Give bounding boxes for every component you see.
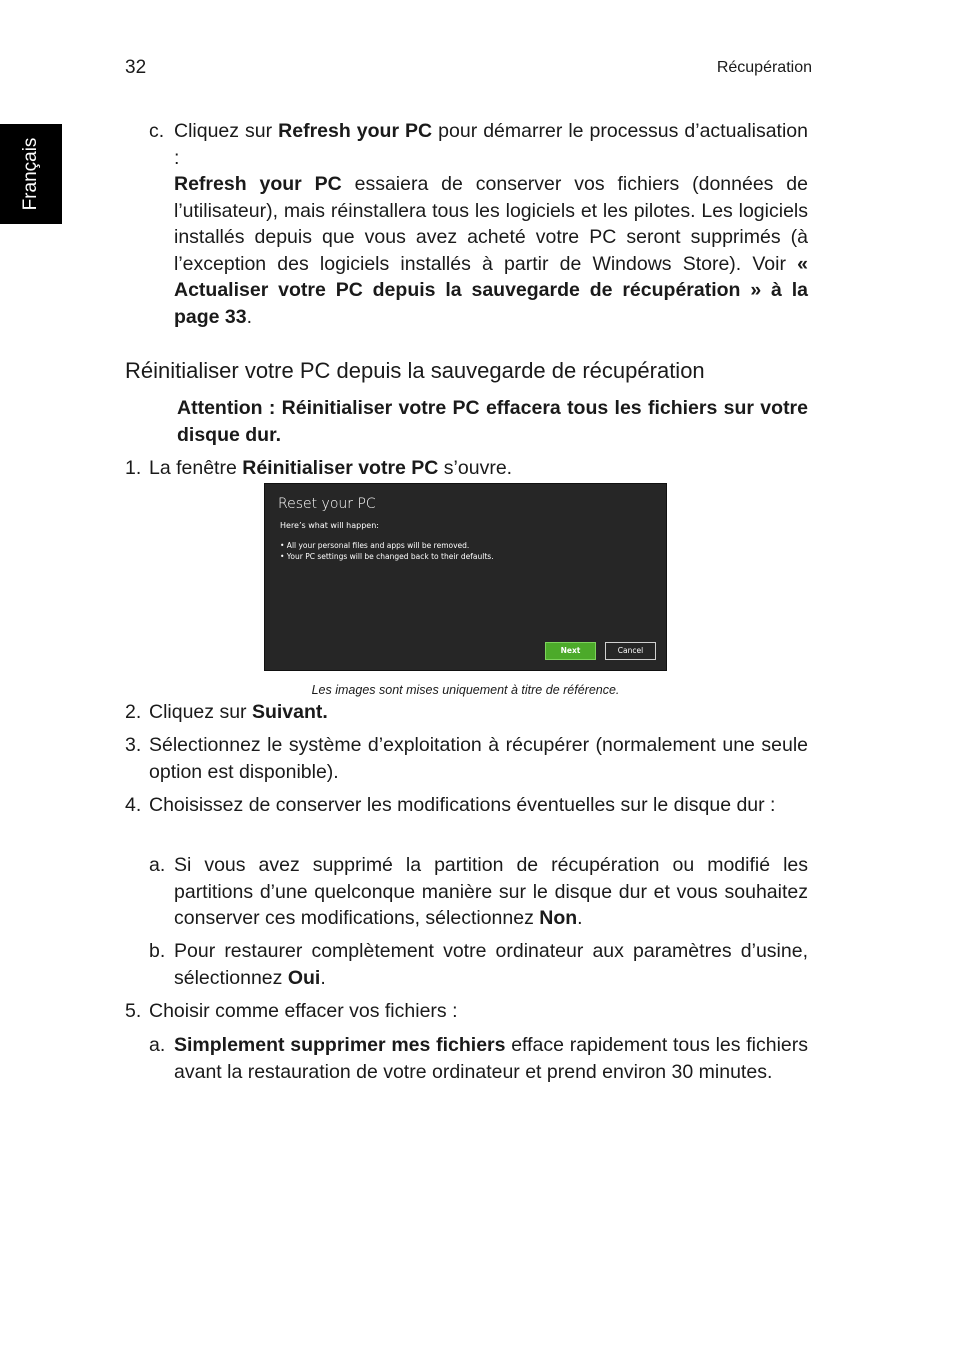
step-4b-pre: Pour restaurer complètement votre ordinateur aux paramètres d’usine, sélectionnez bbox=[174, 940, 808, 989]
step-4a-pre: Si vous avez supprimé la partition de récupération ou modifié les partitions d’une quelconque manière sur le disque dur et vous souhaitez conserver ces modifications, sélectionnez bbox=[174, 854, 808, 930]
cancel-button[interactable]: Cancel bbox=[605, 642, 656, 660]
step-2-text bbox=[149, 699, 808, 726]
step-c-detail-bold: Refresh your PC bbox=[174, 173, 342, 195]
step-1-pre: La fenêtre bbox=[149, 457, 243, 479]
step-5a-text bbox=[174, 1032, 808, 1085]
step-5a-post: efface rapidement tous les fichiers avant la restauration de votre ordinateur et prend environ 30 minutes. bbox=[174, 1034, 808, 1083]
step-4-marker: 4. bbox=[125, 794, 142, 816]
step-c-detail-end: . bbox=[246, 305, 253, 328]
step-4b-text bbox=[174, 938, 808, 991]
step-5a-bold: Simplement supprimer mes fichiers bbox=[174, 1034, 506, 1056]
image-caption: Les images sont mises uniquement à titre de référence. bbox=[311, 683, 620, 697]
screenshot-subtitle: Here’s what will happen: bbox=[280, 521, 379, 530]
step-c-detail-link[interactable]: « Actualiser votre PC depuis la sauvegarde de récupération » à la page 33 bbox=[174, 252, 808, 328]
running-header: Récupération bbox=[716, 59, 812, 76]
step-4b-bold: Oui bbox=[287, 966, 321, 989]
step-4b-marker: b. bbox=[149, 940, 166, 962]
step-2-bold: Suivant. bbox=[251, 701, 328, 723]
step-4a-bold: Non bbox=[539, 907, 578, 930]
step-5-text: Choisir comme effacer vos fichiers : bbox=[149, 1000, 458, 1022]
step-c-post: pour démarrer le processus d’actualisation : bbox=[174, 120, 808, 169]
screenshot-bullet: • All your personal files and apps will be removed. bbox=[280, 541, 470, 550]
language-tab-label: Français bbox=[20, 137, 41, 211]
page-number: 32 bbox=[125, 57, 147, 78]
step-5a-marker: a. bbox=[149, 1034, 166, 1056]
step-c-detail bbox=[174, 171, 808, 331]
step-4b-post: . bbox=[320, 966, 326, 989]
step-3-marker: 3. bbox=[125, 734, 142, 756]
screenshot-bullet: • Your PC settings will be changed back to their defaults. bbox=[280, 552, 494, 561]
step-1-marker: 1. bbox=[125, 457, 142, 479]
step-5-marker: 5. bbox=[125, 1000, 142, 1022]
step-4-text: Choisissez de conserver les modifications éventuelles sur le disque dur : bbox=[149, 794, 776, 816]
step-3-text: Sélectionnez le système d’exploitation à récupérer (normalement une seule option est disponible). bbox=[149, 734, 808, 783]
step-c-text bbox=[174, 118, 808, 171]
step-c-marker: c. bbox=[149, 120, 165, 142]
section-heading: Réinitialiser votre PC depuis la sauvegarde de récupération bbox=[125, 358, 705, 383]
step-4a-text bbox=[174, 852, 808, 932]
step-1-bold: Réinitialiser votre PC bbox=[242, 457, 439, 479]
step-1-text bbox=[149, 455, 808, 482]
step-c-bold: Refresh your PC bbox=[278, 120, 433, 142]
warning-note: Attention : Réinitialiser votre PC effacera tous les fichiers sur votre disque dur. bbox=[177, 397, 808, 446]
reset-pc-screenshot bbox=[264, 483, 667, 671]
step-2-pre: Cliquez sur bbox=[149, 701, 252, 723]
step-2-marker: 2. bbox=[125, 701, 142, 723]
step-1-post: s’ouvre. bbox=[438, 457, 513, 479]
next-button[interactable]: Next bbox=[545, 642, 596, 660]
step-c-pre: Cliquez sur bbox=[174, 120, 279, 142]
step-4a-post: . bbox=[577, 907, 583, 930]
step-4a-marker: a. bbox=[149, 854, 166, 876]
step-c-detail-text: essaiera de conserver vos fichiers (données de l’utilisateur), mais réinstallera tous les logiciels et les pilotes. Les logiciels installés depuis que vous avez acheté votre PC seront supprimés (à l’exception des logiciels installés à partir de Windows Store). Voir bbox=[174, 173, 808, 275]
screenshot-title: Reset your PC bbox=[278, 496, 376, 512]
language-tab bbox=[0, 124, 62, 224]
